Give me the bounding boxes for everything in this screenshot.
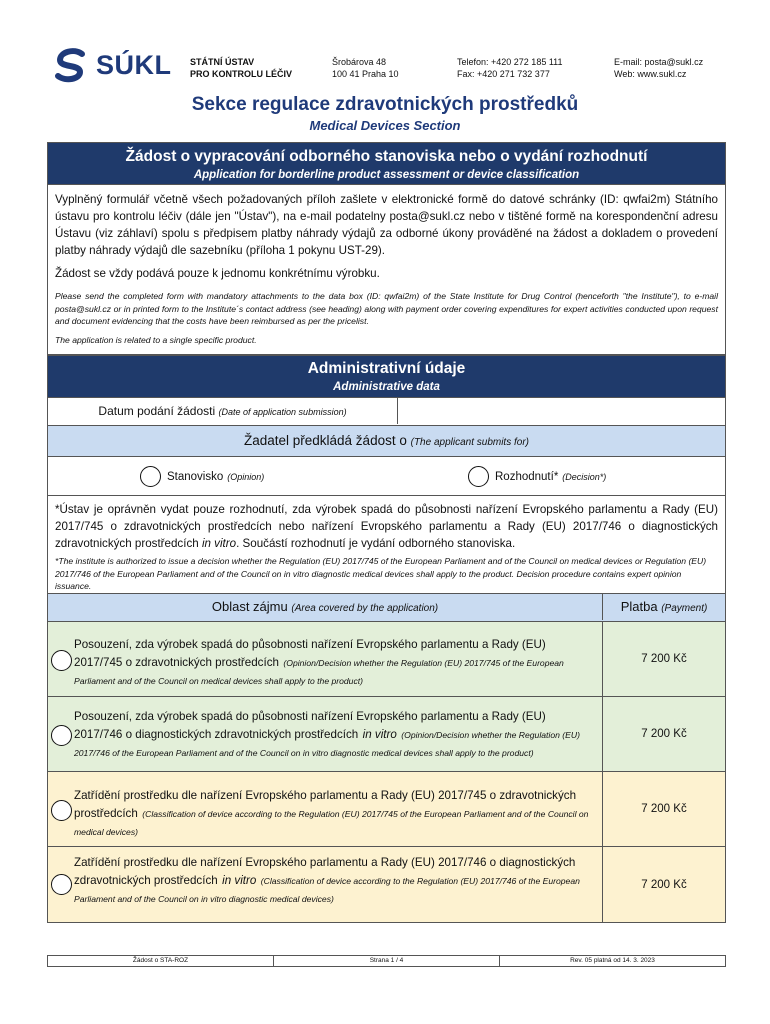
admin-title: Administrativní údaje bbox=[307, 360, 466, 377]
area-row-4-en: (Classification of device according to the Regulation (EU) 2017/746 of the European Parliament and of the Council on in vitro diagnostic medical devices) bbox=[74, 876, 580, 904]
email-link[interactable]: E-mail: posta@sukl.cz bbox=[614, 57, 704, 67]
fax: Fax: +420 271 732 377 bbox=[457, 69, 550, 79]
note-cz-end: . Součástí rozhodnutí je vydání odborného stanoviska. bbox=[236, 537, 516, 550]
logo-text: SÚKL bbox=[96, 50, 172, 80]
area-row-2-text bbox=[48, 697, 603, 771]
area-col-label: Oblast zájmu bbox=[211, 599, 288, 614]
area-row-1-price: 7 200 Kč bbox=[641, 653, 687, 665]
applicant-label-en: (The applicant submits for) bbox=[410, 437, 529, 448]
area-row-4-cz-italic: in vitro bbox=[222, 874, 257, 887]
date-row bbox=[47, 398, 726, 426]
institute-line2: PRO KONTROLU LÉČIV bbox=[190, 69, 293, 79]
date-field[interactable] bbox=[399, 398, 725, 424]
sukl-logo bbox=[52, 46, 182, 86]
option-decision[interactable] bbox=[468, 466, 606, 487]
sukl-logo-icon bbox=[52, 46, 92, 86]
date-label-cell bbox=[48, 398, 398, 424]
area-row-1-cz: Posouzení, zda výrobek spadá do působnosti nařízení Evropského parlamentu a Rady (EU) 2017/745 o zdravotnických prostředcích bbox=[74, 638, 546, 669]
opinion-radio[interactable] bbox=[140, 466, 161, 487]
area-col-label-en: (Area covered by the application) bbox=[291, 603, 439, 614]
page-footer bbox=[47, 955, 726, 967]
area-row-1-en: (Opinion/Decision whether the Regulation (EU) 2017/745 of the European Parliament and of the Council on medical devices shall apply to the product) bbox=[74, 658, 564, 686]
address bbox=[332, 56, 399, 80]
web-link[interactable]: Web: www.sukl.cz bbox=[614, 69, 687, 79]
intro-box bbox=[47, 185, 726, 355]
contact-web bbox=[614, 56, 703, 80]
area-row-2-cz: Posouzení, zda výrobek spadá do působnosti nařízení Evropského parlamentu a Rady (EU) 2017/746 o diagnostických zdravotnických prostředcích bbox=[74, 710, 546, 741]
form-title: Žádost o vypracování odborného stanoviska nebo o vydání rozhodnutí bbox=[125, 148, 648, 165]
area-row-2-en: (Opinion/Decision whether the Regulation (EU) 2017/746 of the European Parliament and of the Council on in vitro diagnostic medical devices shall apply to the product) bbox=[74, 730, 580, 758]
phone: Telefon: +420 272 185 111 bbox=[457, 57, 563, 67]
admin-subtitle: Administrative data bbox=[333, 381, 440, 393]
institute-line1: STÁTNÍ ÚSTAV bbox=[190, 57, 255, 67]
footer-doc: Žádost o STA-ROZ bbox=[48, 956, 274, 966]
letterhead bbox=[52, 44, 732, 88]
date-label-en: (Date of application submission) bbox=[218, 407, 347, 417]
decision-note bbox=[47, 496, 726, 594]
area-row-3-cz: Zatřídění prostředku dle nařízení Evropského parlamentu a Rady (EU) 2017/745 o zdravotnických prostředcích bbox=[74, 789, 577, 820]
area-row-4-text bbox=[48, 847, 603, 922]
area-row-1-text bbox=[48, 622, 603, 696]
intro-en: Please send the completed form with mandatory attachments to the data box (ID: qwfai2m) of the State Institute for Drug Control (henceforth "the Institute"), to e-mail posta@sukl.cz or in printed form to the Institute´s contact address (see heading) along with payment order covering expenditures for expert activities conducted upon request and document evidencing that the costs have been reimbursed as per the pricelist. bbox=[55, 291, 718, 326]
area-row-2-price: 7 200 Kč bbox=[641, 728, 687, 740]
section-subtitle: Medical Devices Section bbox=[309, 118, 461, 133]
option-opinion[interactable] bbox=[140, 466, 264, 487]
footer-page: Strana 1 / 4 bbox=[274, 956, 500, 966]
area-row-3 bbox=[47, 772, 726, 847]
payment-col-header bbox=[603, 594, 725, 620]
payment-col-label-en: (Payment) bbox=[661, 603, 708, 614]
phone-fax bbox=[457, 56, 563, 80]
institute-name bbox=[190, 56, 292, 80]
opinion-label: Stanovisko bbox=[167, 470, 224, 483]
decision-radio[interactable] bbox=[468, 466, 489, 487]
decision-label: Rozhodnutí* bbox=[495, 470, 559, 483]
area-row-1 bbox=[47, 622, 726, 697]
applicant-label: Žadatel předkládá žádost o bbox=[243, 433, 407, 448]
form-subtitle: Application for borderline product assessment or device classification bbox=[193, 169, 580, 181]
area-row-3-text bbox=[48, 772, 603, 846]
note-cz-italic: in vitro bbox=[201, 537, 237, 550]
area-row-2-cz-italic: in vitro bbox=[362, 728, 397, 741]
applicant-row bbox=[47, 426, 726, 457]
area-row-2 bbox=[47, 697, 726, 772]
address-line2: 100 41 Praha 10 bbox=[332, 69, 399, 79]
area-table-header bbox=[47, 594, 726, 622]
intro-cz-single: Žádost se vždy podává pouze k jednomu konkrétnímu výrobku. bbox=[55, 267, 380, 280]
date-label: Datum podání žádosti bbox=[98, 404, 216, 418]
area-row-3-price: 7 200 Kč bbox=[641, 803, 687, 815]
note-cz bbox=[55, 501, 718, 552]
intro-cz: Vyplněný formulář včetně všech požadovaných příloh zašlete v elektronické formě do datové schránky (ID: qwfai2m) Státního ústavu pro kontrolu léčiv (dále jen "Ústav"), na e-mail podatelny posta@sukl.cz nebo v tištěné formě na korespondenční adresu Ústavu (viz záhlaví) spolu s předpisem platby náhrady výdajů za odborné úkony prováděné na žádost a dokladem o provedení platby náhrady výdajů dle sazebníku (příloha 1 pokynu UST-29). bbox=[55, 193, 718, 257]
area-col-header bbox=[48, 594, 603, 620]
payment-col-label: Platba bbox=[620, 599, 658, 614]
opinion-label-en: (Opinion) bbox=[227, 471, 265, 482]
address-line1: Šrobárova 48 bbox=[332, 57, 387, 67]
area-row-4 bbox=[47, 847, 726, 923]
intro-en-single: The application is related to a single specific product. bbox=[55, 334, 257, 345]
area-row-4-cz: Zatřídění prostředku dle nařízení Evropského parlamentu a Rady (EU) 2017/746 o diagnostických zdravotnických prostředcích bbox=[74, 856, 576, 887]
admin-band bbox=[47, 355, 726, 398]
decision-label-en: (Decision*) bbox=[562, 471, 607, 482]
applicant-options bbox=[47, 457, 726, 496]
footer-rev: Rev. 05 platná od 14. 3. 2023 bbox=[570, 957, 655, 964]
section-title: Sekce regulace zdravotnických prostředků bbox=[191, 94, 579, 115]
note-en: *The institute is authorized to issue a decision whether the Regulation (EU) 2017/745 of the European Parliament and of the Council on medical devices or Regulation (EU) 2017/746 of the European Parliament and of the Council on in vitro diagnostic medical devices shall apply to the product. Decision procedure contains expert opinion issuance. bbox=[55, 556, 707, 591]
area-row-3-en: (Classification of device according to the Regulation (EU) 2017/745 of the European Parliament and of the Council on medical devices) bbox=[74, 809, 589, 837]
area-row-4-price: 7 200 Kč bbox=[641, 878, 687, 891]
note-cz-start: *Ústav je oprávněn vydat pouze rozhodnutí, zda výrobek spadá do působnosti nařízení Evropského parlamentu a Rady (EU) 2017/745 o zdravotnických prostředcích nebo nařízení Evropského parlamentu a Rady (EU) 2017/746 o diagnostických zdravotnických prostředcích bbox=[55, 503, 718, 550]
form-title-band bbox=[47, 142, 726, 185]
